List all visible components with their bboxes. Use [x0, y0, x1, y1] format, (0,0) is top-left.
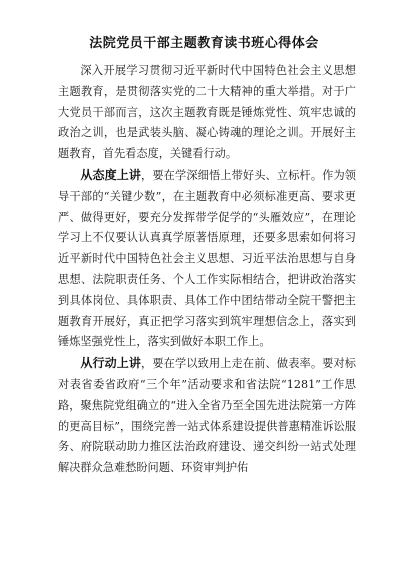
paragraph-intro-text: 深入开展学习贯彻习近平新时代中国特色社会主义思想主题教育，是贯彻落实党的二十大精神的重大举措。对于广大党员干部而言，这次主题教育既是锤炼党性、筑牢忠诚的政治之训，也是武装头脑、凝心铸魂的理论之训。开展好主题教育，首先看态度，关键看行动。 [58, 64, 356, 161]
paragraph-action-lead: 从行动上讲 [80, 356, 142, 371]
document-title: 法院党员干部主题教育读书班心得体会 [89, 36, 319, 51]
paragraph-attitude-lead: 从态度上讲 [80, 167, 142, 182]
document-body [58, 61, 356, 479]
paragraph-action-text: ，要在学以致用上走在前、做表率。要对标对表省委省政府“三个年”活动要求和省法院“1281”工作思路，聚焦院党组确立的“进入全省乃至全国先进法院第一方阵的更高目标”，围绕完善一站式体系建设提供普惠精准诉讼服务、府院联动助力推区法治政府建设、递交纠纷一站式处理解决群众急难愁盼问题、环资审判护佑 [58, 357, 356, 475]
paragraph-action [58, 353, 356, 479]
paragraph-intro [58, 61, 356, 165]
paragraph-attitude-text: ，要在学深细悟上带好头、立标杆。作为领导干部的“关键少数”，在主题教育中必须标准更高、要求更严、做得更好，要充分发挥带学促学的“头雁效应”，在理论学习上不仅要认认真真学原著悟原理，还要多思索如何将习近平新时代中国特色社会主义思想、习近平法治思想与自身思想、法院职责任务、个人工作实际相结合，把讲政治落实到具体岗位、具体职责、具体工作中团结带动全院干警把主题教育开展好，真正把学习落实到筑牢理想信念上，落实到锤炼坚强党性上，落实到做好本职工作上。 [58, 168, 356, 349]
paragraph-attitude [58, 165, 356, 353]
